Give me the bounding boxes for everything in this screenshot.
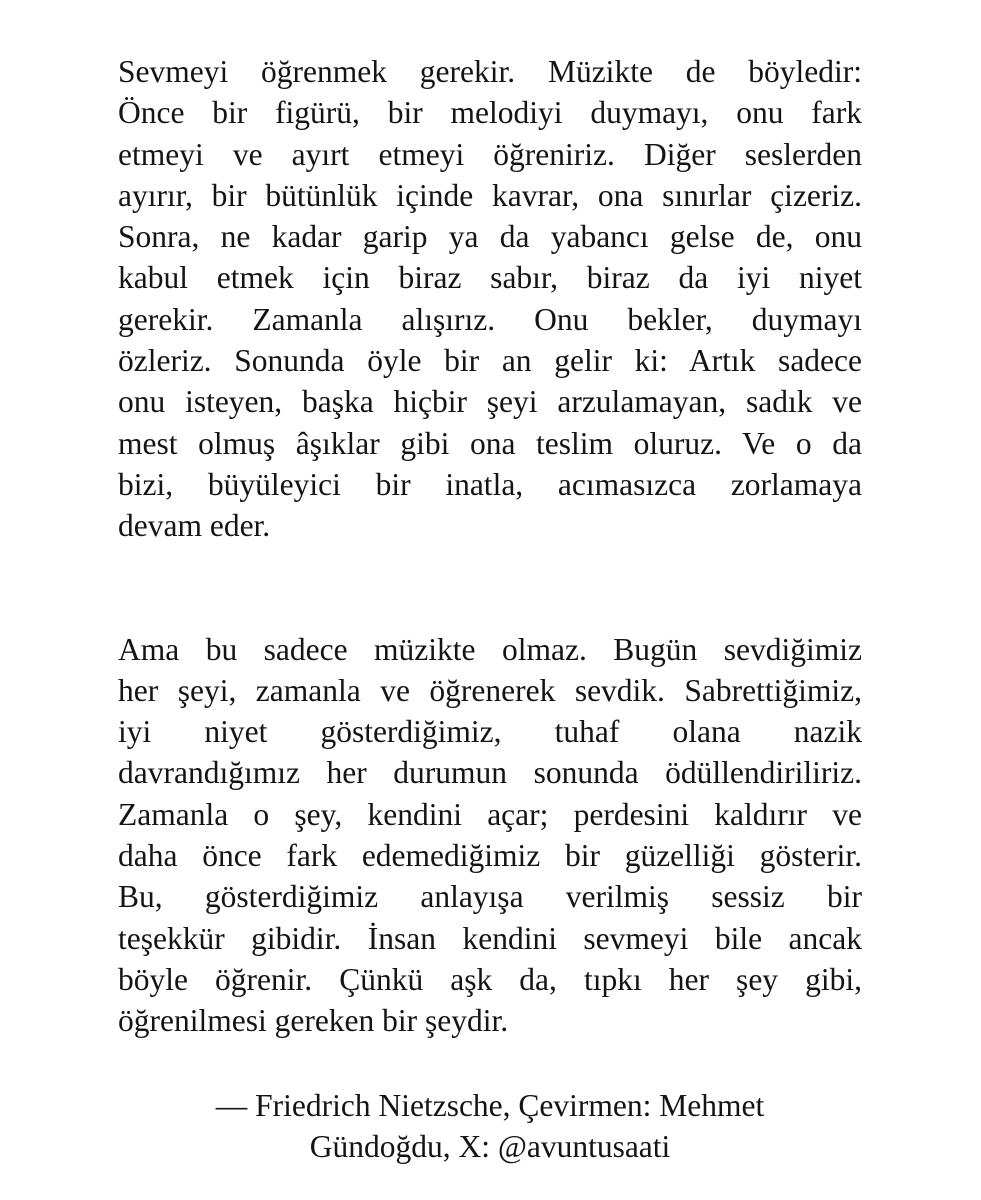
paragraph-line: böyle öğrenir. Çünkü aşk da, tıpkı her şey gibi, (118, 961, 862, 997)
paragraph-line: Bu, gösterdiğimiz anlayışa verilmiş sessiz bir (118, 879, 862, 915)
paragraph-line: iyi niyet gösterdiğimiz, tuhaf olana nazik (118, 714, 862, 750)
paragraph-line: Sevmeyi öğrenmek gerekir. Müzikte de böyledir: (118, 54, 862, 89)
paragraph-line: onu isteyen, başka hiçbir şeyi arzulamayan, sadık ve (118, 384, 862, 420)
paragraph-line: daha önce fark edemediğimiz bir güzelliği gösterir. (118, 838, 862, 874)
quote-body (118, 51, 862, 1042)
paragraph-line: Önce bir figürü, bir melodiyi duymayı, onu fark (118, 95, 862, 131)
paragraph-line: etmeyi ve ayırt etmeyi öğreniriz. Diğer seslerden (118, 136, 862, 172)
paragraph-line: davrandığımız her durumun sonunda ödüllendiriliriz. (118, 755, 862, 791)
attribution (118, 1085, 862, 1167)
paragraph-line: Ama bu sadece müzikte olmaz. Bugün sevdiğimiz (118, 631, 862, 667)
paragraph-line: kabul etmek için biraz sabır, biraz da iyi niyet (118, 260, 862, 296)
paragraph-line: Zamanla o şey, kendini açar; perdesini kaldırır ve (118, 796, 862, 832)
paragraph-line: Sonra, ne kadar garip ya da yabancı gelse de, onu (118, 219, 862, 255)
paragraph-line: özleriz. Sonunda öyle bir an gelir ki: Artık sadece (118, 343, 862, 379)
paragraph-line: ayırır, bir bütünlük içinde kavrar, ona sınırlar çizeriz. (118, 177, 862, 213)
paragraph-line: mest olmuş âşıklar gibi ona teslim oluruz. Ve o da (118, 425, 862, 461)
attribution-line-2: Gündoğdu, X: @avuntusaati (309, 1129, 671, 1164)
attribution-line-1: — Friedrich Nietzsche, Çevirmen: Mehmet (215, 1088, 765, 1123)
paragraph-2 (118, 629, 862, 1042)
paragraph-line: öğrenilmesi gereken bir şeydir. (118, 1003, 509, 1039)
paragraph-line: teşekkür gibidir. İnsan kendini sevmeyi bile ancak (118, 920, 862, 956)
paragraph-line: devam eder. (118, 508, 271, 544)
paragraph-1 (118, 51, 862, 547)
paragraph-line: bizi, büyüleyici bir inatla, acımasızca zorlamaya (118, 466, 862, 502)
paragraph-line: her şeyi, zamanla ve öğrenerek sevdik. Sabrettiğimiz, (118, 672, 862, 708)
paragraph-line: gerekir. Zamanla alışırız. Onu bekler, duymayı (118, 301, 862, 337)
